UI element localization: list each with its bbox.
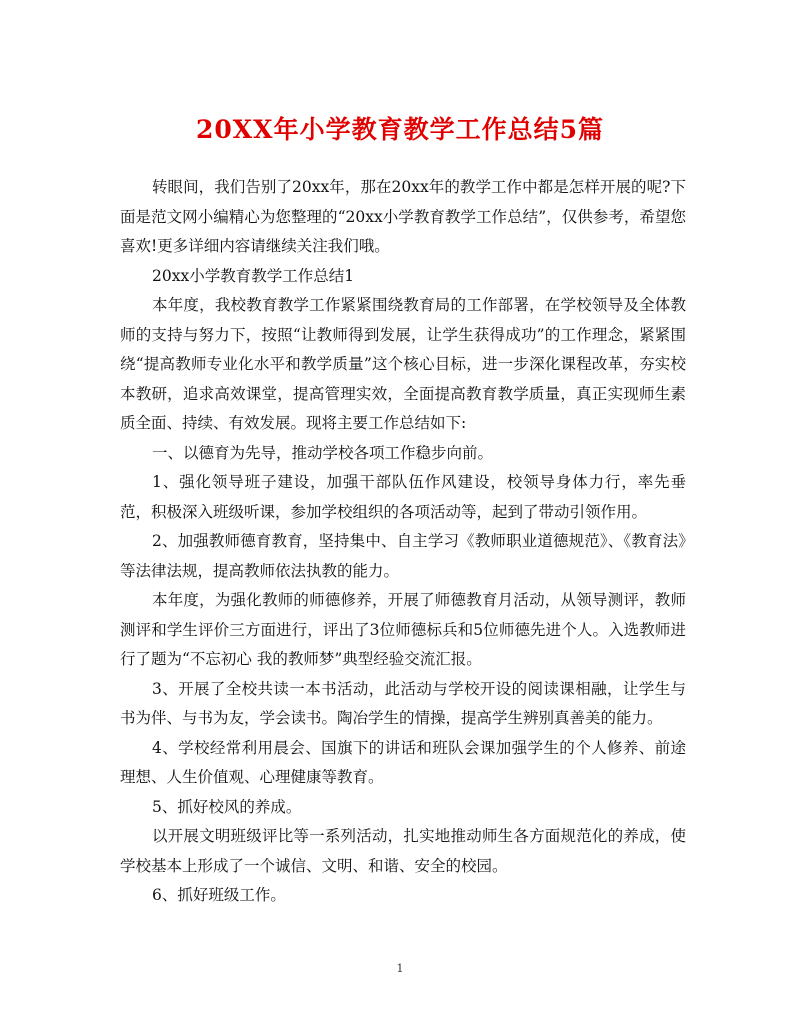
list-item-paragraph: 6、抓好班级工作。 xyxy=(152,886,286,904)
list-item-paragraph: 2、加强教师德育教育，坚持集中、自主学习《教师职业道德规范》、《教育法》等法律法规，提高教师依法执教的能力。 xyxy=(120,532,686,580)
list-item-paragraph: 1、强化领导班子建设，加强干部队伍作风建设，校领导身体力行，率先垂范，积极深入班级听课，参加学校组织的各项活动等，起到了带动引领作用。 xyxy=(120,473,686,521)
body-paragraph: 本年度，为强化教师的师德修养，开展了师德教育月活动，从领导测评，教师测评和学生评价三方面进行，评出了3位师德标兵和5位师德先进个人。入选教师进行了题为“不忘初心 我的教师梦”典型经验交流汇报。 xyxy=(120,591,686,668)
body-paragraph: 本年度，我校教育教学工作紧紧围绕教育局的工作部署，在学校领导及全体教师的支持与努力下，按照“让教师得到发展，让学生获得成功”的工作理念，紧紧围绕“提高教师专业化水平和教学质量”这个核心目标，进一步深化课程改革，夯实校本教研，追求高效课堂，提高管理实效，全面提高教育教学质量，真正实现师生素质全面、持续、有效发展。现将主要工作总结如下: xyxy=(120,296,686,432)
intro-paragraph: 转眼间，我们告别了20xx年，那在20xx年的教学工作中都是怎样开展的呢?下面是范文网小编精心为您整理的“20xx小学教育教学工作总结”，仅供参考，希望您喜欢!更多详细内容请继续关注我们哦。 xyxy=(120,178,686,255)
page-number: 1 xyxy=(396,962,404,975)
list-item-paragraph: 4、学校经常利用晨会、国旗下的讲话和班队会课加强学生的个人修养、前途理想、人生价值观、心理健康等教育。 xyxy=(120,738,686,786)
list-item-paragraph: 5、抓好校风的养成。 xyxy=(152,797,302,816)
list-item-paragraph: 3、开展了全校共读一本书活动，此活动与学校开设的阅读课相融，让学生与书为伴、与书为友，学会读书。陶冶学生的情操，提高学生辨别真善美的能力。 xyxy=(120,679,686,727)
document-body xyxy=(120,173,686,911)
body-paragraph: 以开展文明班级评比等一系列活动，扎实地推动师生各方面规范化的养成，使学校基本上形成了一个诚信、文明、和谐、安全的校园。 xyxy=(120,827,686,875)
section-heading: 20xx小学教育教学工作总结1 xyxy=(152,266,355,285)
subsection-heading: 一、以德育为先导，推动学校各项工作稳步向前。 xyxy=(152,443,494,462)
document-title: 20XX年小学教育教学工作总结5篇 xyxy=(196,115,604,144)
